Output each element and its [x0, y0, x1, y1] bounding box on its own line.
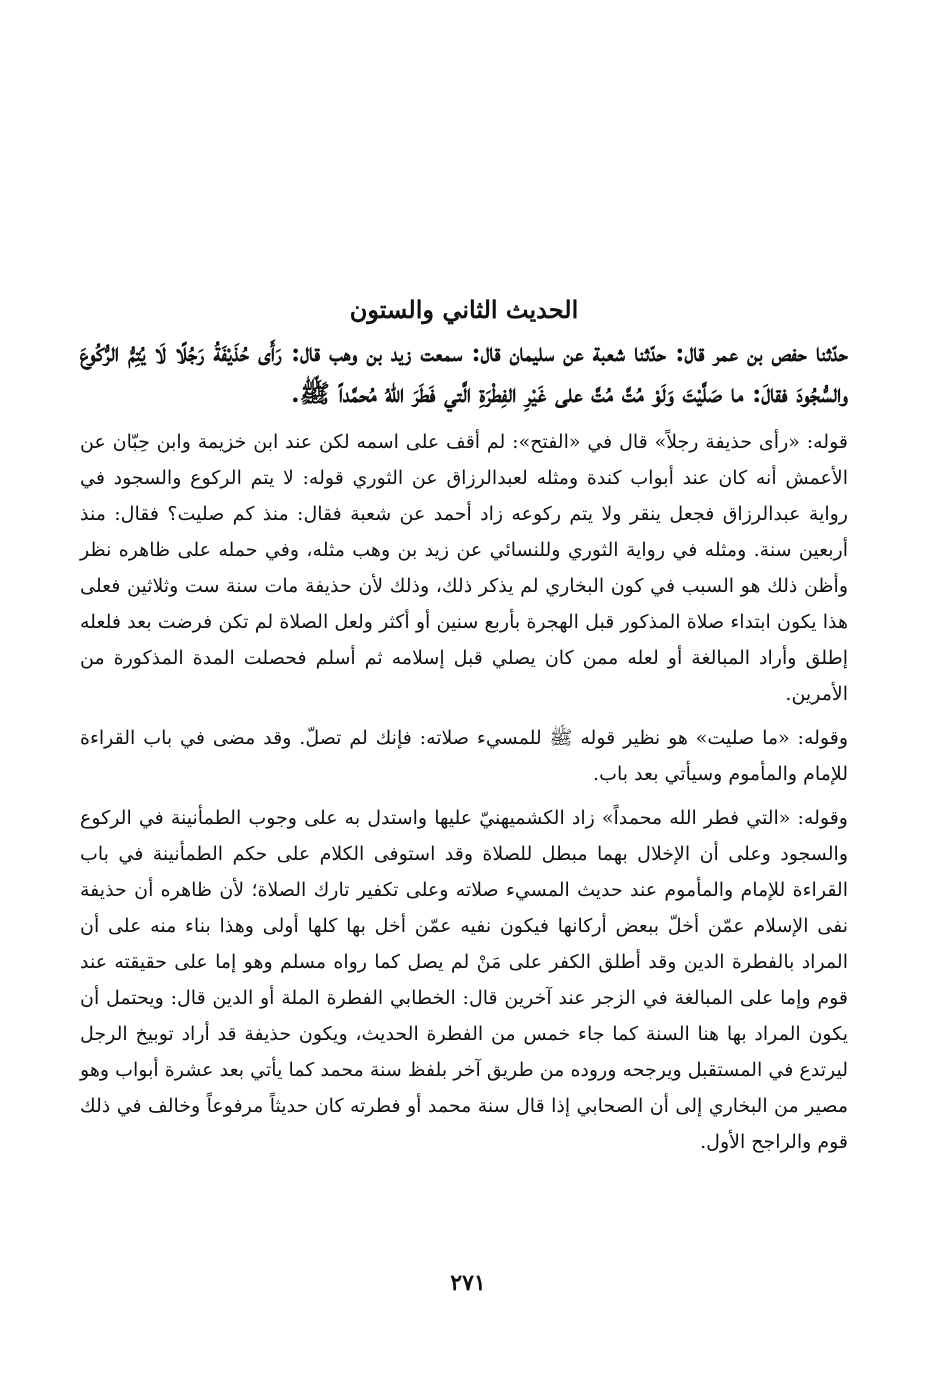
page-number: ٢٧١ [450, 1270, 486, 1296]
commentary-paragraph-1: قوله: «رأى حذيفة رجلاً» قال في «الفتح»: لم أقف على اسمه لكن عند ابن خزيمة وابن حِبّان عن الأعمش أنه كان عند أبواب كندة ومثله لعبدالرزاق عن الثوري قوله: لا يتم الركوع والسجود في رواية عبدالرزاق فجعل ينقر ولا يتم ركوعه زاد أحمد عن شعبة فقال: منذ كم صليت؟ فقال: منذ أربعين سنة. ومثله في رواية الثوري وللنسائي عن زيد بن وهب مثله، وفي حمله على ظاهره نظر وأظن ذلك هو السبب في كون البخاري لم يذكر ذلك، وذلك لأن حذيفة مات سنة ست وثلاثين فعلى هذا يكون ابتداء صلاة المذكور قبل الهجرة بأربع سنين أو أكثر ولعل الصلاة لم تكن فرضت بعد فلعله إطلق وأراد المبالغة أو لعله ممن كان يصلي قبل إسلامه ثم أسلم فحصلت المدة المذكورة من الأمرين. [80, 431, 848, 705]
hadith-text: حدّثنا حفص بن عمر قال: حدّثنا شعبة عن سليمان قال: سمعت زيد بن وهب قال: رَأَى حُذَيْفَةُ رَجُلًا لَا يُتِمُّ الرُّكُوعَ والسُّجُودَ فقالَ: ما صَلَّيْتَ وَلَوْ مُتَّ مُتَّ على غَيْرِ الفِطْرَةِ الَّتي فَطَرَ اللهُ مُحمَّداً ﷺ. [80, 338, 848, 408]
commentary-paragraph-3: وقوله: «التي فطر الله محمداً» زاد الكشميهنيّ عليها واستدل به على وجوب الطمأنينة في الركوع والسجود وعلى أن الإخلال بهما مبطل للصلاة وقد استوفى الكلام على حكم الطمأنينة في باب القراءة للإمام والمأموم عند حديث المسيء صلاته وعلى تكفير تارك الصلاة؛ لأن ظاهره أن حذيفة نفى الإسلام عمّن أخلّ ببعض أركانها فيكون نفيه عمّن أخل بها كلها أولى وهذا بناء منه على أن المراد بالفطرة الدين وقد أطلق الكفر على مَنْ لم يصل كما رواه مسلم وهو إما على حقيقته عند قوم وإما على المبالغة في الزجر عند آخرين قال: الخطابي الفطرة الملة أو الدين قال: ويحتمل أن يكون المراد بها هنا السنة كما جاء خمس من الفطرة الحديث، ويكون حذيفة قد أراد توبيخ الرجل ليرتدع في المستقبل ويرجحه وروده من طريق آخر بلفظ سنة محمد كما يأتي بعد عشرة أبواب وهو مصير من البخاري إلى أن الصحابي إذا قال سنة محمد أو فطرته كان حديثاً مرفوعاً وخالف في ذلك قوم والراجح الأول. [80, 807, 848, 1153]
page-body [80, 290, 848, 1168]
hadith-heading: الحديث الثاني والستون [349, 295, 579, 324]
commentary-paragraph-2: وقوله: «ما صليت» هو نظير قوله ﷺ للمسيء صلاته: فإنك لم تصلّ. وقد مضى في باب القراءة للإمام والمأموم وسيأتي بعد باب. [80, 727, 848, 785]
